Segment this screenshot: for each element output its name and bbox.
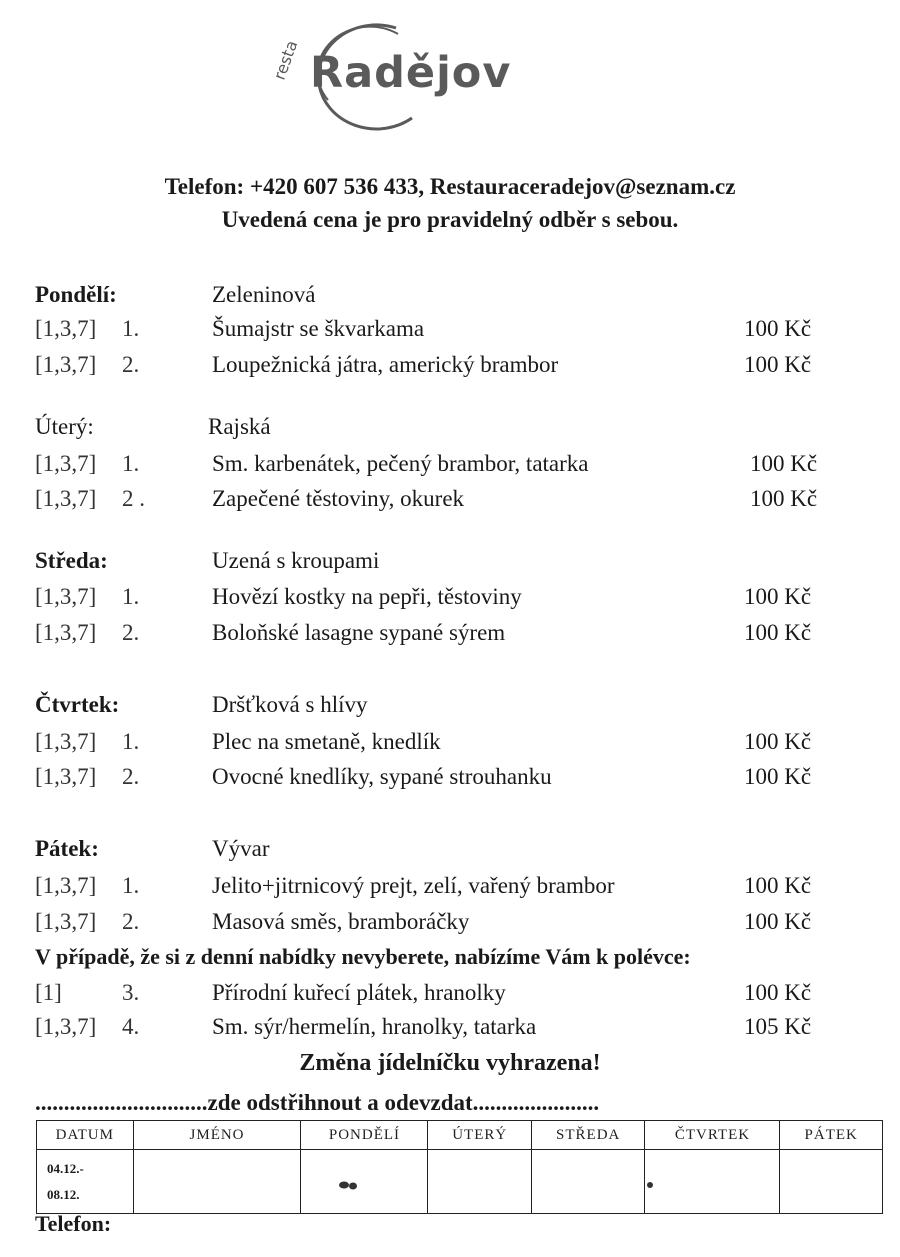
allergen-codes: [1,3,7] bbox=[35, 1014, 97, 1039]
meal-number: 2. bbox=[122, 352, 140, 377]
meal-name: Přírodní kuřecí plátek, hranolky bbox=[212, 980, 506, 1005]
pen-mark-icon bbox=[301, 1150, 427, 1208]
meal-number: 2 . bbox=[122, 486, 145, 511]
day-label: Úterý: bbox=[35, 414, 94, 439]
wednesday-cell[interactable] bbox=[531, 1150, 645, 1214]
meal-name: Zapečené těstoviny, okurek bbox=[212, 486, 465, 511]
allergen-codes: [1,3,7] bbox=[35, 620, 97, 645]
friday-cell[interactable] bbox=[780, 1150, 883, 1214]
meal-number: 4. bbox=[122, 1014, 140, 1039]
allergen-codes: [1,3,7] bbox=[35, 909, 97, 934]
meal-price: 100 Kč bbox=[744, 352, 812, 377]
pen-mark-icon bbox=[645, 1150, 779, 1208]
meal-price: 100 Kč bbox=[744, 729, 812, 754]
meal-name: Šumajstr se škvarkama bbox=[212, 316, 425, 341]
day-label: Pondělí: bbox=[35, 282, 117, 307]
meal-name: Boloňské lasagne sypané sýrem bbox=[212, 620, 506, 645]
meal-number: 1. bbox=[122, 451, 140, 476]
contact-line: Telefon: +420 607 536 433, Restauraceradejov@seznam.cz bbox=[164, 174, 736, 199]
soup-name: Uzená s kroupami bbox=[212, 548, 380, 573]
price-note: Uvedená cena je pro pravidelný odběr s sebou. bbox=[221, 207, 679, 232]
meal-name: Masová směs, bramboráčky bbox=[212, 909, 470, 934]
allergen-codes: [1,3,7] bbox=[35, 584, 97, 609]
meal-price: 100 Kč bbox=[744, 909, 812, 934]
column-header: STŘEDA bbox=[531, 1121, 645, 1150]
soup-name: Rajská bbox=[208, 414, 271, 439]
meal-number: 1. bbox=[122, 584, 140, 609]
meal-number: 1. bbox=[122, 873, 140, 898]
restaurant-logo bbox=[268, 14, 538, 138]
meal-number: 1. bbox=[122, 316, 140, 341]
meal-price: 100 Kč bbox=[744, 980, 812, 1005]
allergen-codes: [1,3,7] bbox=[35, 729, 97, 754]
allergen-codes: [1,3,7] bbox=[35, 873, 97, 898]
meal-name: Hovězí kostky na pepři, těstoviny bbox=[212, 584, 522, 609]
date-cell bbox=[37, 1150, 134, 1214]
meal-price: 100 Kč bbox=[744, 584, 812, 609]
meal-name: Sm. karbenátek, pečený brambor, tatarka bbox=[212, 451, 589, 476]
meal-number: 2. bbox=[122, 909, 140, 934]
allergen-codes: [1,3,7] bbox=[35, 486, 97, 511]
column-header: PONDĚLÍ bbox=[301, 1121, 428, 1150]
meal-price: 105 Kč bbox=[744, 1014, 812, 1039]
meal-name: Sm. sýr/hermelín, hranolky, tatarka bbox=[212, 1014, 537, 1039]
column-header: ÚTERÝ bbox=[428, 1121, 532, 1150]
allergen-codes: [1,3,7] bbox=[35, 352, 97, 377]
soup-name: Vývar bbox=[212, 836, 270, 861]
logo-small-text: resta bbox=[269, 37, 302, 83]
cut-line: ..............................zde odstřihnout a odevzdat...................... bbox=[35, 1090, 600, 1115]
meal-number: 1. bbox=[122, 729, 140, 754]
allergen-codes: [1] bbox=[35, 980, 62, 1005]
contact-header bbox=[0, 170, 900, 236]
day-label: Středa: bbox=[35, 548, 108, 573]
thursday-cell[interactable] bbox=[645, 1150, 780, 1214]
order-entry-row bbox=[37, 1150, 883, 1214]
column-header: PÁTEK bbox=[780, 1121, 883, 1150]
monday-cell[interactable] bbox=[301, 1150, 428, 1214]
meal-price: 100 Kč bbox=[744, 873, 812, 898]
day-label: Čtvrtek: bbox=[35, 692, 120, 717]
column-header: ČTVRTEK bbox=[645, 1121, 780, 1150]
order-header-row bbox=[37, 1121, 883, 1150]
meal-price: 100 Kč bbox=[744, 316, 812, 341]
meal-name: Ovocné knedlíky, sypané strouhanku bbox=[212, 764, 552, 789]
soup-name: Dršťková s hlívy bbox=[212, 692, 368, 717]
meal-number: 2. bbox=[122, 764, 140, 789]
soup-name: Zeleninová bbox=[212, 282, 316, 307]
meal-number: 2. bbox=[122, 620, 140, 645]
meal-price: 100 Kč bbox=[750, 451, 818, 476]
meal-name: Loupežnická játra, americký brambor bbox=[212, 352, 559, 377]
name-cell[interactable] bbox=[133, 1150, 301, 1214]
meal-price: 100 Kč bbox=[744, 764, 812, 789]
date-from: 04.12.- bbox=[47, 1161, 84, 1176]
meal-name: Plec na smetaně, knedlík bbox=[212, 729, 441, 754]
column-header: DATUM bbox=[37, 1121, 134, 1150]
meal-name: Jelito+jitrnicový prejt, zelí, vařený brambor bbox=[212, 873, 615, 898]
menu-change-note: Změna jídelníčku vyhrazena! bbox=[299, 1050, 601, 1076]
day-label: Pátek: bbox=[35, 836, 99, 861]
allergen-codes: [1,3,7] bbox=[35, 764, 97, 789]
phone-field-label: Telefon: bbox=[35, 1211, 112, 1236]
tuesday-cell[interactable] bbox=[428, 1150, 532, 1214]
alternative-notice: V případě, že si z denní nabídky nevyberete, nabízíme Vám k polévce: bbox=[35, 944, 691, 969]
order-form-table bbox=[36, 1120, 883, 1214]
date-to: 08.12. bbox=[47, 1187, 80, 1202]
meal-number: 3. bbox=[122, 980, 140, 1005]
meal-price: 100 Kč bbox=[744, 620, 812, 645]
allergen-codes: [1,3,7] bbox=[35, 451, 97, 476]
column-header: JMÉNO bbox=[133, 1121, 301, 1150]
logo-brand-text: Radějov bbox=[310, 48, 512, 98]
meal-price: 100 Kč bbox=[750, 486, 818, 511]
allergen-codes: [1,3,7] bbox=[35, 316, 97, 341]
